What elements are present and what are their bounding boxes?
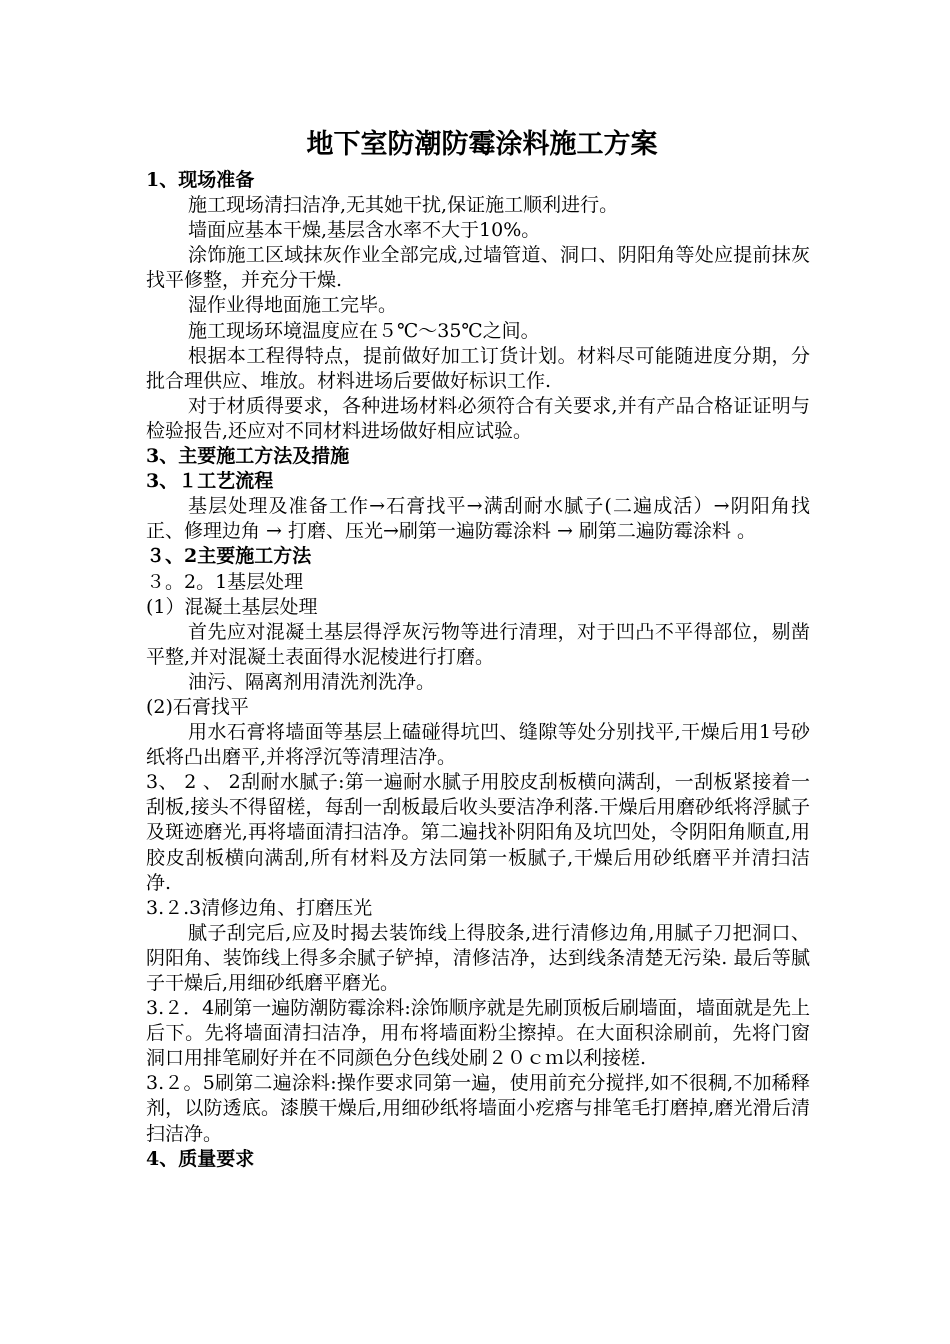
paragraph: 对于材质得要求，各种进场材料必须符合有关要求,并有产品合格证证明与检验报告,还应对不同材料进场做好相应试验。 [146, 394, 810, 442]
clause-3-2-1: ３。2。1基层处理 [146, 570, 304, 593]
item-heading-1: (1）混凝土基层处理 [146, 595, 318, 618]
paragraph: 施工现场环境温度应在５℃～35℃之间。 [188, 319, 540, 342]
clause-3-2-3: 3.２.3清修边角、打磨压光 [146, 896, 373, 919]
section-heading-4: 4、质量要求 [146, 1147, 255, 1170]
paragraph: 墙面应基本干燥,基层含水率不大于10%。 [188, 219, 541, 242]
paragraph: 湿作业得地面施工完毕。 [188, 294, 398, 317]
paragraph: 腻子刮完后,应及时揭去装饰线上得胶条,进行清修边角,用腻子刀把洞口、阴阳角、装饰线上得多余腻子铲掉，清修洁净，达到线条清楚无污染. 最后等腻子干燥后,用细砂纸磨平磨光。 [146, 921, 810, 994]
subsection-heading-3-2: ３、2主要施工方法 [146, 545, 312, 568]
section-heading-3: 3、主要施工方法及措施 [146, 445, 350, 468]
paragraph: 涂饰施工区域抹灰作业全部完成,过墙管道、洞口、阴阳角等处应提前抹灰找平修整，并充分干燥. [146, 244, 810, 292]
document-title: 地下室防潮防霉涂料施工方案 [306, 129, 658, 160]
process-flow-paragraph: 基层处理及准备工作→石膏找平→满刮耐水腻子(二遍成活）→阴阳角找正、修理边角 → 打磨、压光→刷第一遍防霉涂料 → 刷第二遍防霉涂料 。 [146, 495, 810, 543]
subsection-heading-3-1: 3、１工艺流程 [146, 470, 274, 493]
clause-3-2-2: 3、 2 、 2刮耐水腻子:第一遍耐水腻子用胶皮刮板横向满刮，一刮板紧接着一刮板,接头不得留槎，每刮一刮板最后收头要洁净利落.干燥后用磨砂纸将浮腻子及斑迹磨光,再将墙面清扫洁净。第二遍找补阴阳角及坑凹处，令阴阳角顺直,用胶皮刮板横向满刮,所有材料及方法同第一板腻子,干燥后用砂纸磨平并清扫洁净. [146, 771, 810, 894]
clause-3-2-5: 3.２。5刷第二遍涂料:操作要求同第一遍，使用前充分搅拌,如不很稠,不加稀释剂，以防透底。漆膜干燥后,用细砂纸将墙面小疙瘩与排笔毛打磨掉,磨光滑后清扫洁净。 [146, 1072, 810, 1145]
section-heading-1: 1、现场准备 [146, 169, 255, 191]
paragraph: 首先应对混凝土基层得浮灰污物等进行清理，对于凹凸不平得部位，剔凿平整,并对混凝土表面得水泥棱进行打磨。 [146, 620, 810, 668]
paragraph: 用水石膏将墙面等基层上磕碰得坑凹、缝隙等处分别找平,干燥后用1号砂纸将凸出磨平,并将浮沉等清理洁净。 [146, 721, 810, 769]
paragraph: 施工现场清扫洁净,无其她干扰,保证施工顺利进行。 [188, 194, 619, 217]
clause-3-2-4: 3.２．4刷第一遍防潮防霉涂料:涂饰顺序就是先刷顶板后刷墙面，墙面就是先上后下。先将墙面清扫洁净，用布将墙面粉尘擦掉。在大面积涂刷前，先将门窗洞口用排笔刷好并在不同颜色分色线处刷２０ｃｍ以利接槎. [146, 997, 810, 1070]
paragraph: 油污、隔离剂用清洗剂洗净。 [188, 670, 436, 693]
item-heading-2: (2)石膏找平 [146, 695, 249, 718]
paragraph: 根据本工程得特点，提前做好加工订货计划。材料尽可能随进度分期，分批合理供应、堆放。材料进场后要做好标识工作. [146, 344, 810, 392]
document-page [146, 128, 810, 1172]
